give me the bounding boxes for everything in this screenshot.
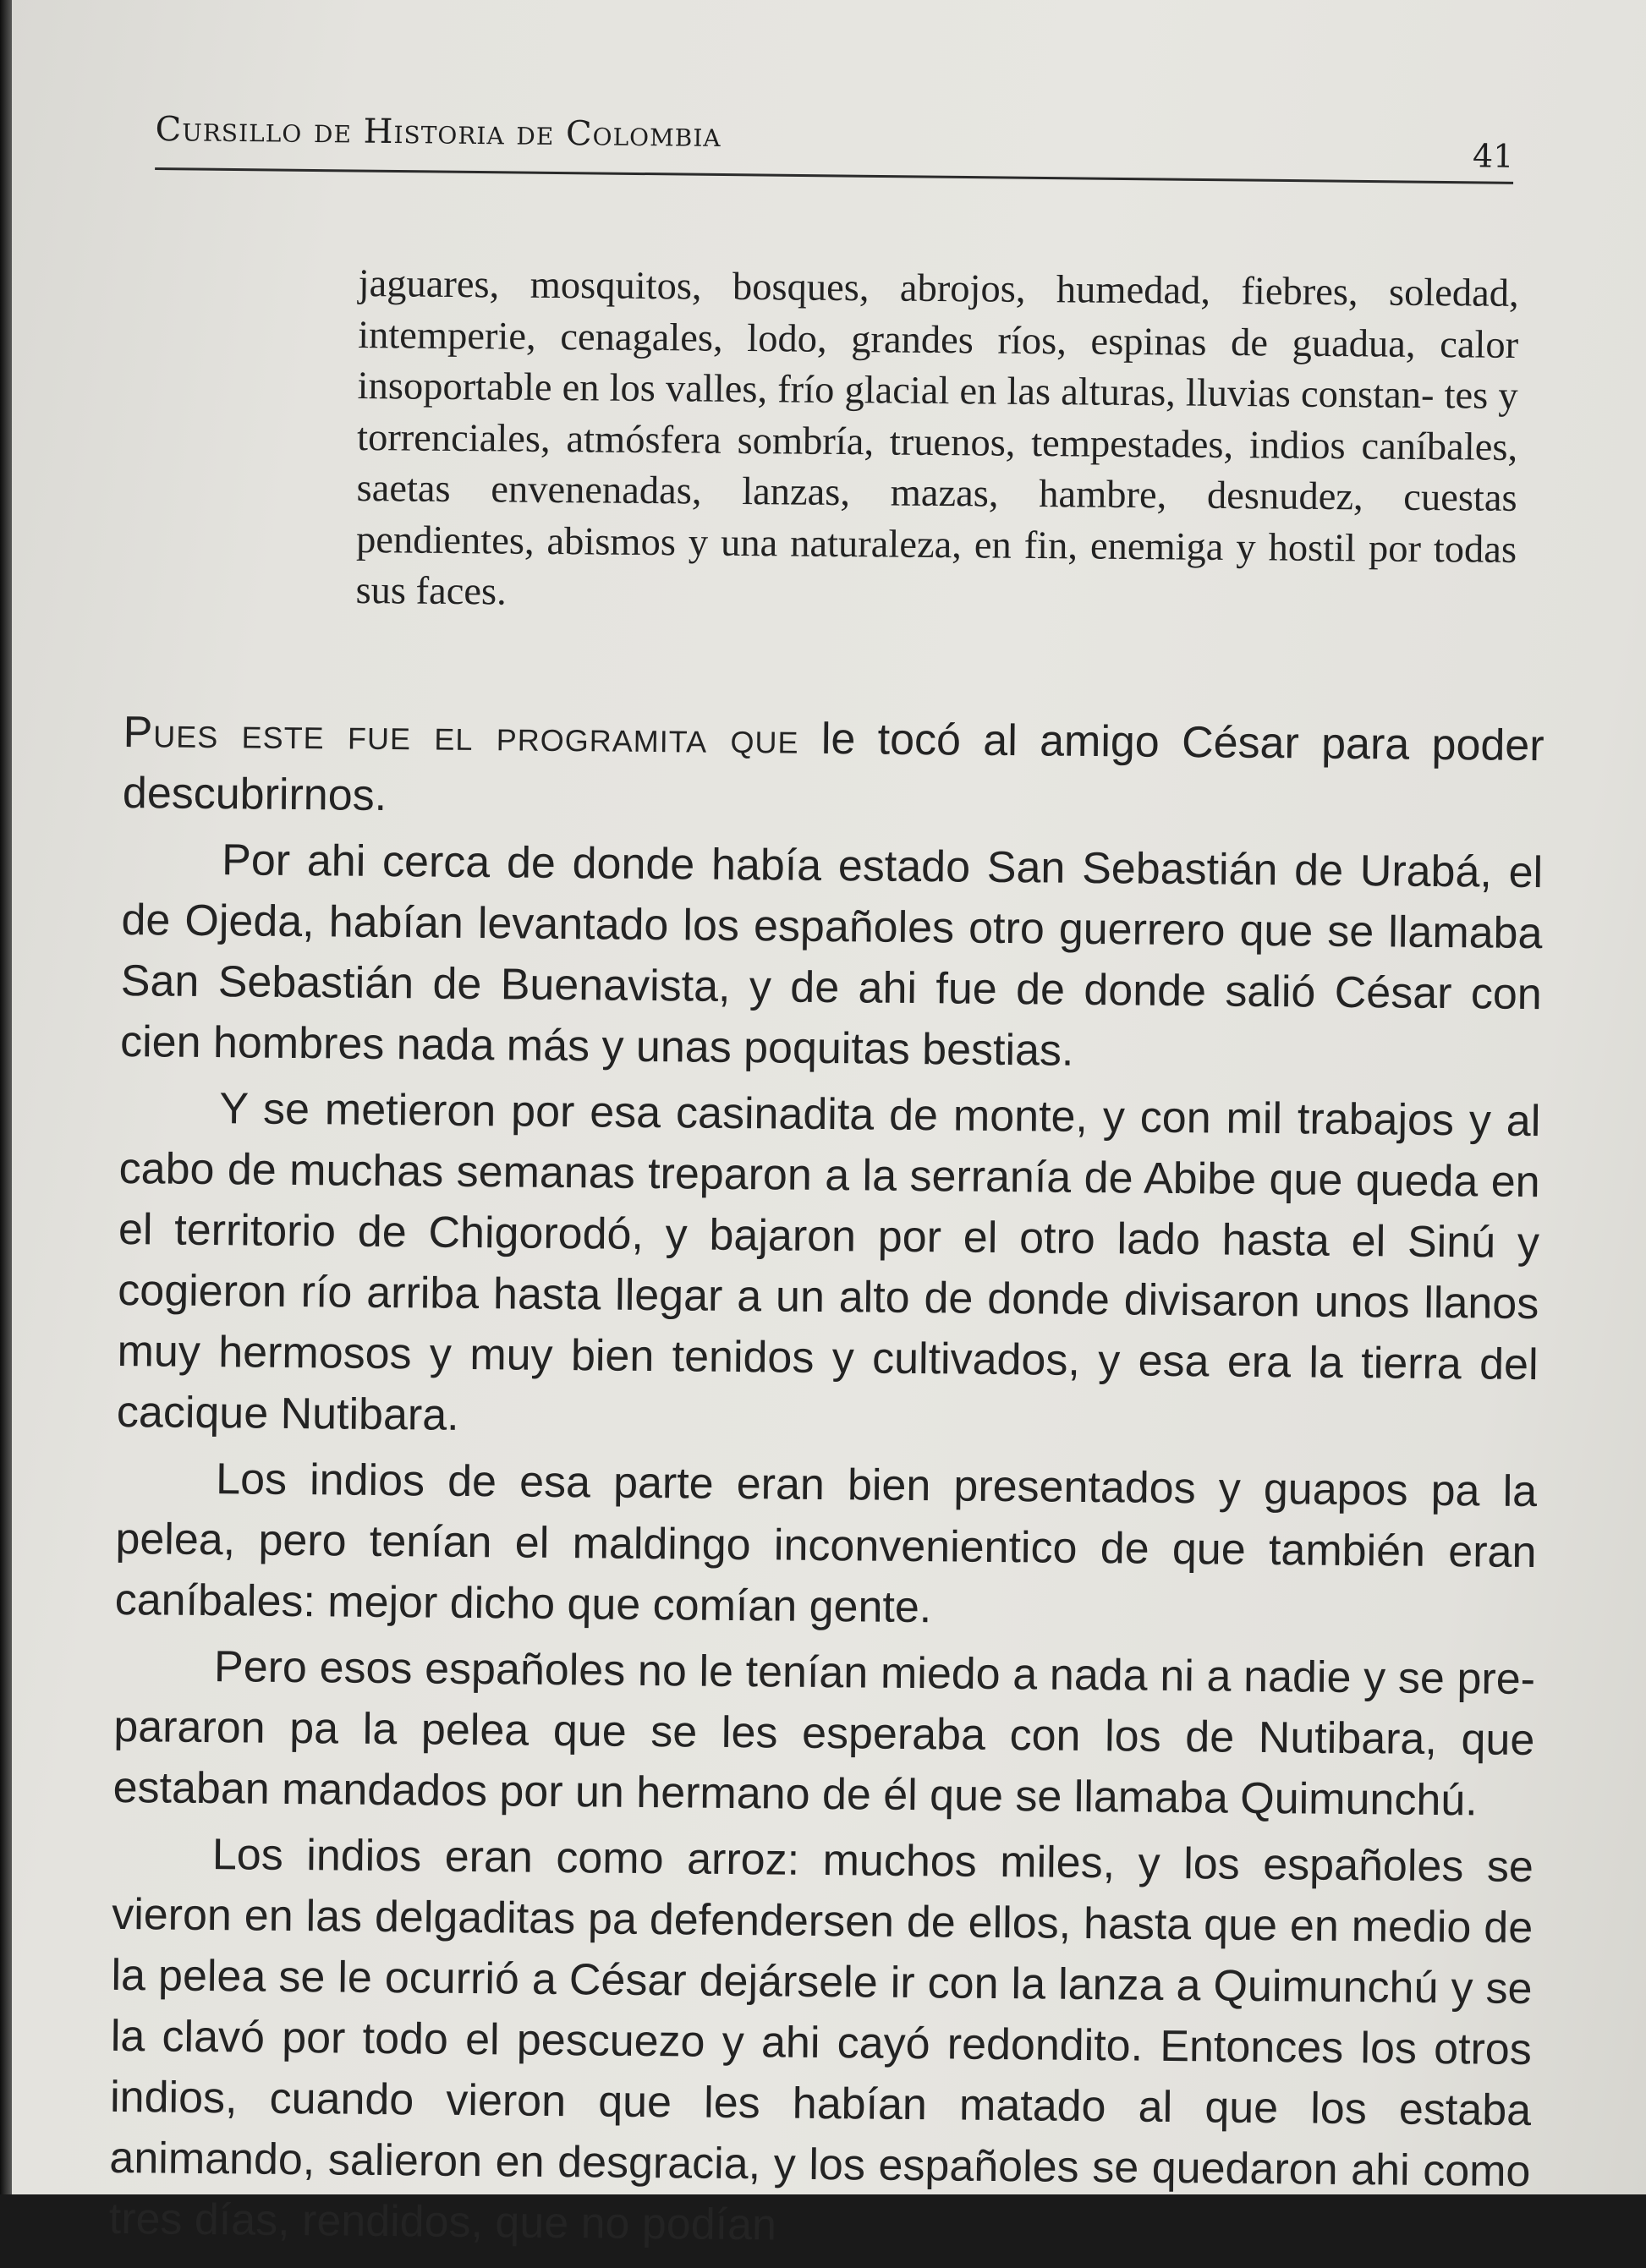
book-page (12, 0, 1646, 2250)
running-title: Cursillo de Historia de Colombia (155, 109, 721, 156)
lead-paragraph (123, 702, 1544, 837)
book-spine-edge (0, 0, 12, 2194)
lead-rest: le tocó al amigo César para poder descubrirnos. (122, 714, 1544, 820)
page-header (155, 100, 1514, 184)
page-number: 41 (1472, 137, 1514, 175)
lead-small-caps: Pues este fue el programita que (123, 707, 799, 764)
paragraph: Pero esos españoles no le tenían miedo a nada ni a nadie y se pre- pararon pa la pelea que se les esperaba con los de Nutibara, que estaban mandados por un hermano de él que se llamaba Quimunchú. (112, 1642, 1536, 1826)
paragraph: Los indios de esa parte eran bien presentados y guapos pa la pelea, pero tenían el maldingo inconvenientico de que también eran caníbales: mejor dicho que comían gente. (114, 1454, 1538, 1633)
paragraph: Por ahi cerca de donde había estado San Sebastián de Urabá, el de Ojeda, habían levantado los españoles otro guerrero que se llamaba San Sebastián de Buenavista, y de ahi fue de donde salió César con cien hombres nada más y unas poquitas bestias. (119, 835, 1544, 1076)
block-quote: jaguares, mosquitos, bosques, abrojos, humedad, fiebres, soledad, intemperie, cenagales, lodo, grandes ríos, espinas de guadua, calor insoportable en los valles, frío glacial en las alturas, lluvias constan- tes y torrenciales, atmósfera sombría, truenos, tempestades, indios caníbales, saetas envenenadas, lanzas, mazas, hambre, desnudez, cuestas pendientes, abismos y una naturaleza, en fin, enemiga y hostil por todas sus faces. (355, 261, 1519, 614)
body-text (108, 702, 1544, 2268)
paragraph: Y se metieron por esa casinadita de monte, y con mil trabajos y al cabo de muchas semanas treparon a la serranía de Abibe que queda en el territorio de Chigorodó, y bajaron por el otro lado hasta el Sinú y cogieron río arriba hasta llegar a un alto de donde divisaron unos llanos muy hermosos y muy bien tenidos y cultivados, y esa era la tierra del cacique Nutibara. (116, 1084, 1541, 1440)
paragraph: Los indios eran como arroz: muchos miles, y los españoles se vieron en las delgaditas pa defendersen de ellos, hasta que en medio de la pelea se le ocurrió a César dejársele ir con la lanza a Quimunchú y se la clavó por todo el pescuezo y ahi cayó redondito. Entonces los otros indios, cuando vieron que les habían matado al que los estaba animando, salieron en desgracia, y los españoles se quedaron ahi como tres días, rendidos, que no podían (108, 1830, 1534, 2250)
